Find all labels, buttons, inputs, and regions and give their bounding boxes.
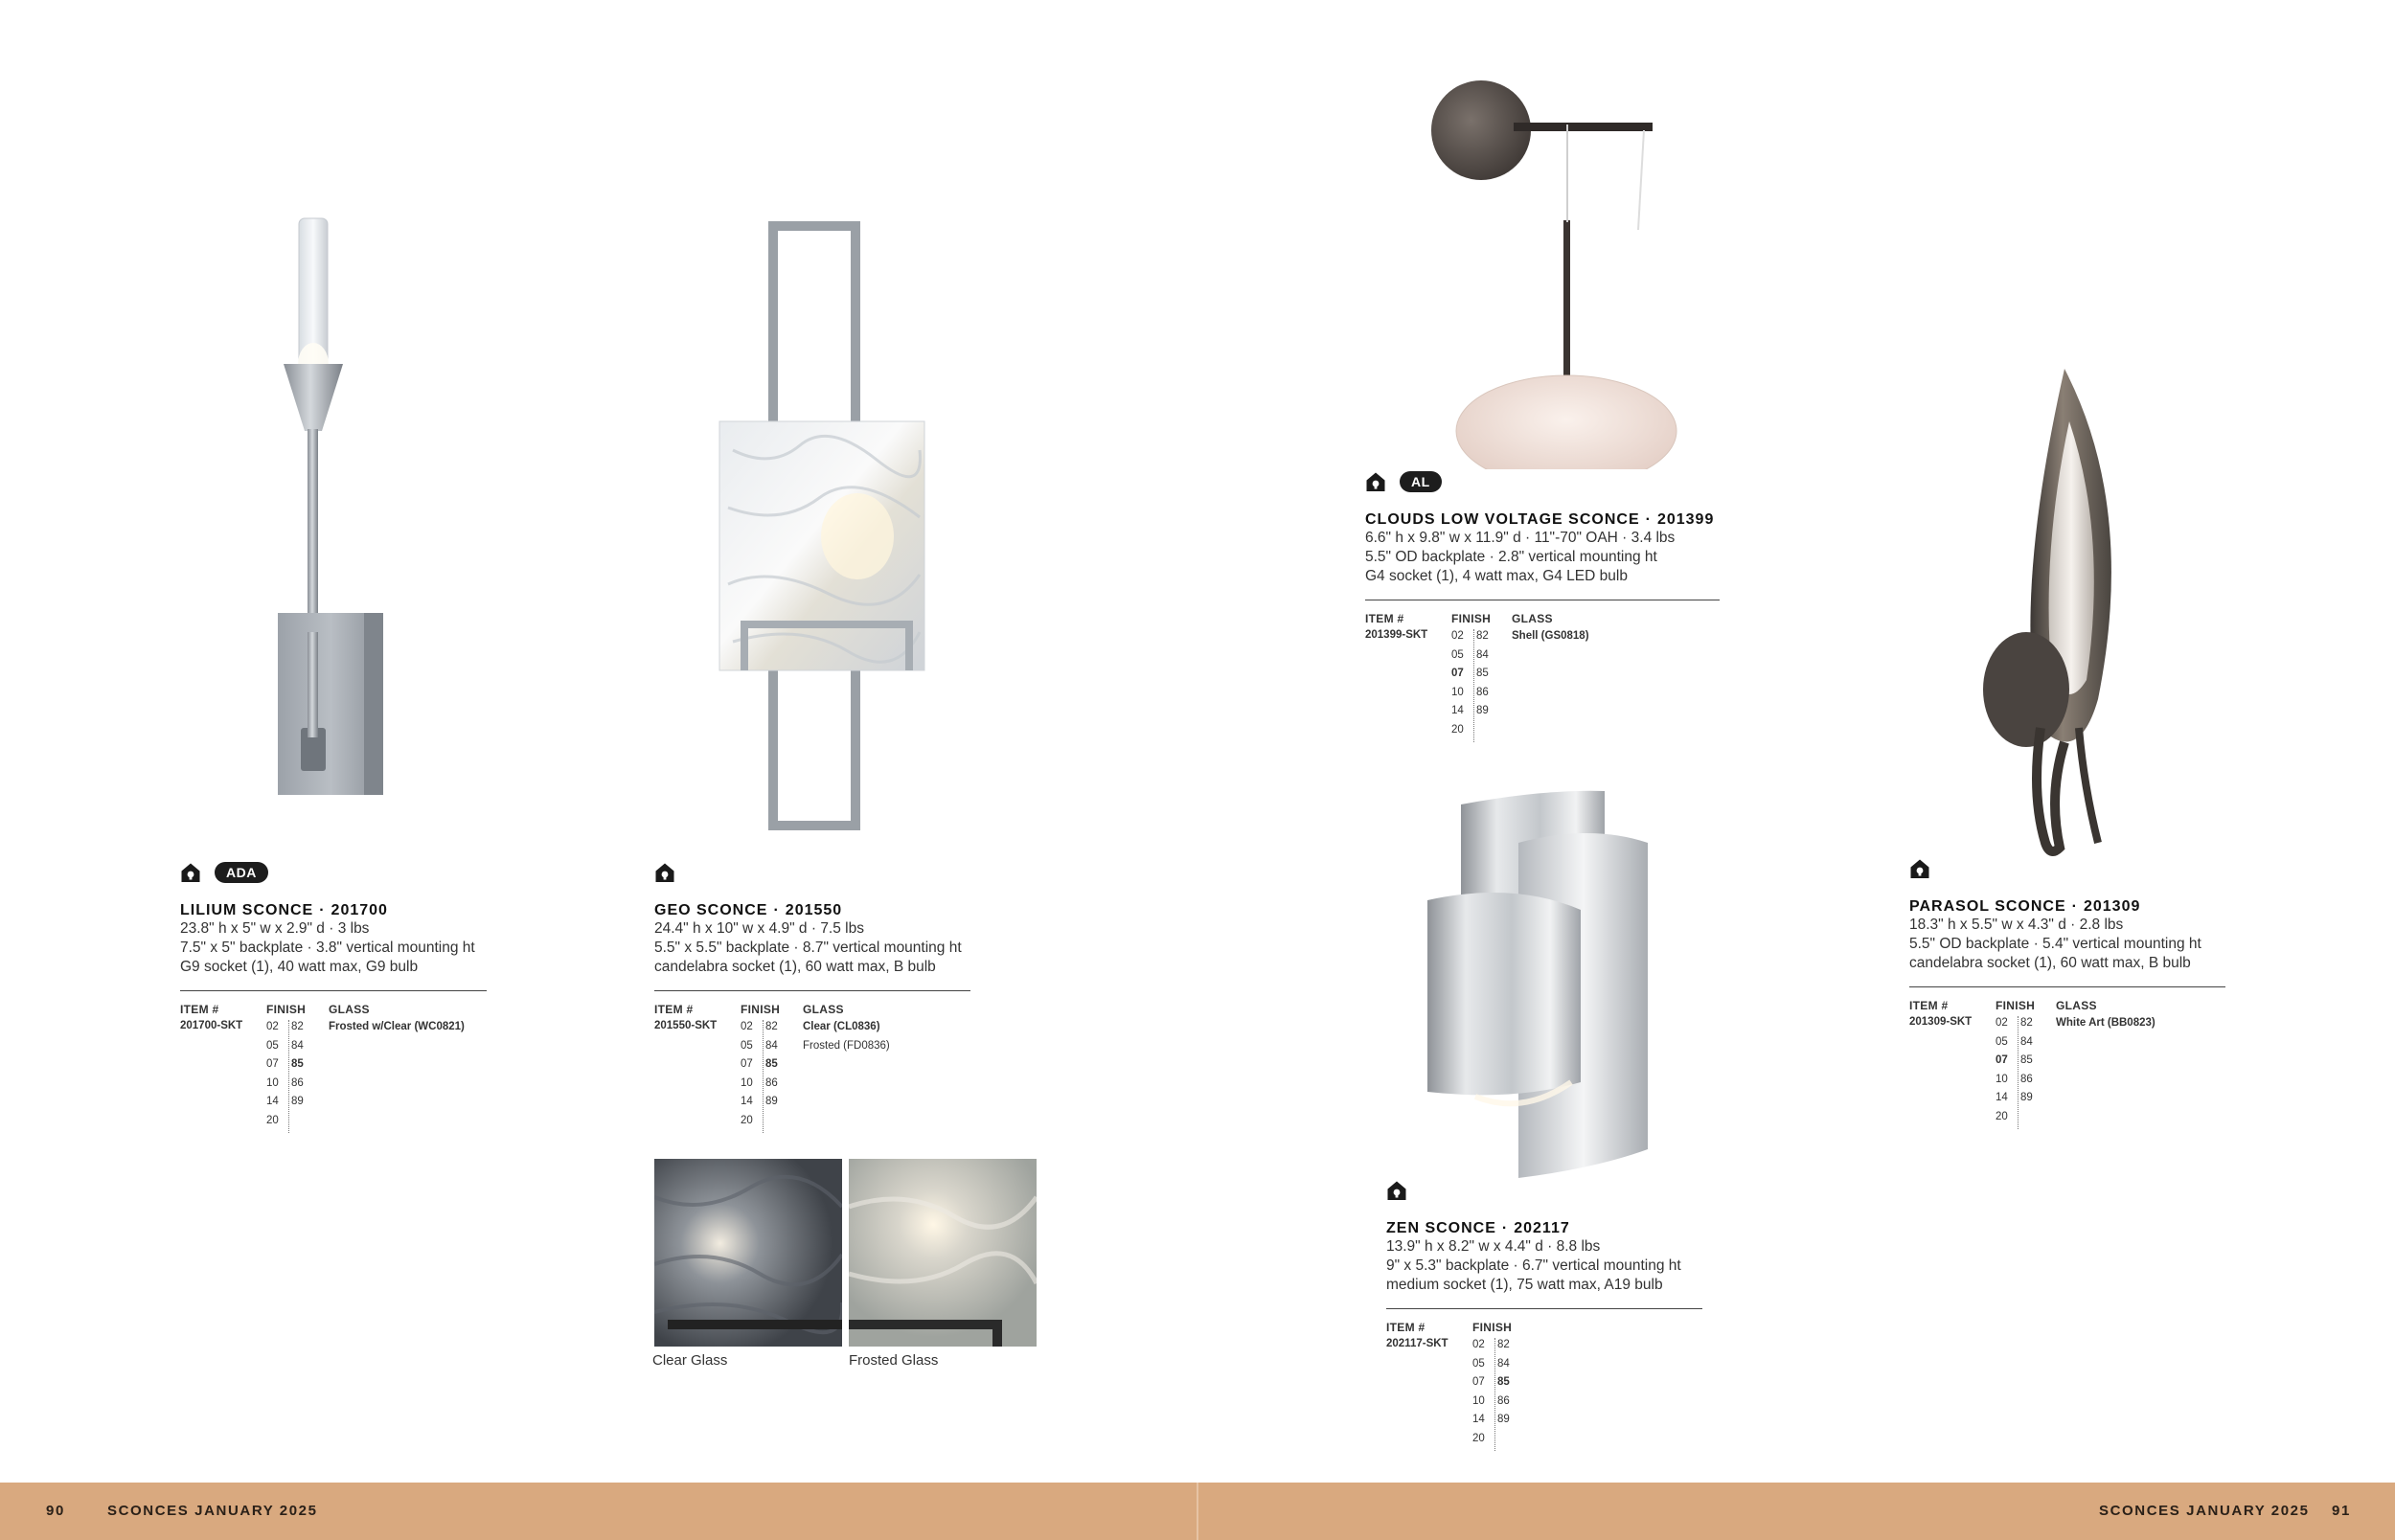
header-finish: FINISH — [1472, 1321, 1513, 1334]
dotted-separator — [1494, 1338, 1495, 1451]
finish-code: 07 — [1451, 668, 1464, 679]
clear-glass-swatch — [654, 1159, 842, 1347]
product-title: PARASOL SCONCE · 201309 — [1909, 898, 2141, 915]
item-number: 201309-SKT — [1909, 1016, 1973, 1028]
header-glass: GLASS — [2056, 999, 2097, 1012]
product-title: ZEN SCONCE · 202117 — [1386, 1220, 1570, 1236]
finish-code: 14 — [1996, 1092, 2008, 1103]
header-glass: GLASS — [1512, 612, 1553, 625]
finish-code: 20 — [1996, 1110, 2008, 1122]
page-footer — [0, 1483, 2395, 1540]
finish-code: 02 — [266, 1021, 279, 1032]
finish-code: 10 — [266, 1076, 279, 1089]
item-table — [180, 1003, 487, 1137]
glass-option: White Art (BB0823) — [2056, 1017, 2156, 1029]
glass-list — [2056, 1014, 2156, 1033]
header-item: ITEM # — [1365, 612, 1404, 625]
finish-code: 82 — [1476, 630, 1489, 642]
finish-code: 84 — [2020, 1035, 2033, 1048]
item-table — [1365, 612, 1720, 746]
finish-code: 89 — [291, 1096, 304, 1107]
dotted-separator — [288, 1020, 289, 1133]
finish-code: 07 — [1472, 1376, 1485, 1388]
finish-code: 14 — [741, 1096, 753, 1107]
spec-socket: candelabra socket (1), 60 watt max, B bulb — [1909, 955, 2191, 971]
finish-code: 14 — [266, 1096, 279, 1107]
header-item: ITEM # — [180, 1003, 219, 1016]
finish-code: 14 — [1451, 705, 1464, 716]
finish-code: 84 — [291, 1039, 304, 1052]
finish-code: 07 — [741, 1058, 753, 1070]
finish-code: 07 — [266, 1058, 279, 1070]
zen-sconce-block — [1386, 1178, 1702, 1455]
finish-code: 84 — [1497, 1357, 1510, 1370]
dotted-separator — [763, 1020, 764, 1133]
finish-code: 86 — [765, 1076, 778, 1089]
glass-option: Frosted (FD0836) — [803, 1039, 890, 1052]
item-number: 201550-SKT — [654, 1020, 718, 1031]
finish-code: 05 — [1996, 1035, 2008, 1048]
indoor-house-icon — [1365, 471, 1386, 492]
finish-list — [266, 1018, 316, 1130]
spec-socket: G4 socket (1), 4 watt max, G4 LED bulb — [1365, 568, 1628, 584]
indoor-house-icon — [180, 862, 201, 883]
finish-code: 14 — [1472, 1414, 1485, 1425]
finish-code: 20 — [1451, 723, 1464, 736]
finish-code: 86 — [291, 1076, 304, 1089]
finish-code: 84 — [1476, 648, 1489, 661]
finish-code: 86 — [1497, 1394, 1510, 1407]
divider — [1386, 1308, 1702, 1309]
glass-option: Shell (GS0818) — [1512, 630, 1589, 642]
lilium-sconce-image — [259, 211, 402, 804]
item-table — [1909, 999, 2225, 1133]
glass-list — [329, 1018, 465, 1037]
item-table — [654, 1003, 970, 1137]
page-spread-divider — [1197, 1483, 1198, 1540]
spec-dimensions: 18.3" h x 5.5" w x 4.3" d · 2.8 lbs — [1909, 917, 2124, 933]
finish-list — [1996, 1014, 2045, 1126]
spec-socket: medium socket (1), 75 watt max, A19 bulb — [1386, 1277, 1663, 1293]
clear-glass-caption: Clear Glass — [652, 1352, 728, 1369]
finish-code: 84 — [765, 1039, 778, 1052]
item-table — [1386, 1321, 1702, 1455]
divider — [1909, 986, 2225, 987]
finish-code: 07 — [1996, 1054, 2008, 1066]
finish-code: 82 — [1497, 1339, 1510, 1350]
frosted-glass-caption: Frosted Glass — [849, 1352, 939, 1369]
right-page-number: 91 — [2332, 1503, 2351, 1519]
finish-code: 89 — [1476, 705, 1489, 716]
spec-backplate: 7.5" x 5" backplate · 3.8" vertical mounting ht — [180, 940, 475, 956]
frosted-glass-swatch — [849, 1159, 1037, 1347]
clouds-sconce-image — [1427, 67, 1686, 469]
finish-code: 20 — [1472, 1432, 1485, 1444]
glass-option: Frosted w/Clear (WC0821) — [329, 1021, 465, 1032]
spec-backplate: 5.5" OD backplate · 2.8" vertical mounting ht — [1365, 549, 1657, 565]
product-title: LILIUM SCONCE · 201700 — [180, 902, 388, 918]
divider — [180, 990, 487, 991]
header-item: ITEM # — [1386, 1321, 1426, 1334]
finish-code: 05 — [266, 1039, 279, 1052]
product-title: GEO SCONCE · 201550 — [654, 902, 843, 918]
finish-code: 10 — [1451, 686, 1464, 698]
left-page-number: 90 — [46, 1503, 65, 1519]
finish-list — [1451, 627, 1501, 739]
finish-code: 02 — [741, 1021, 753, 1032]
right-page-title: SCONCES JANUARY 2025 — [2099, 1503, 2310, 1519]
finish-list — [741, 1018, 790, 1130]
left-page-title: SCONCES JANUARY 2025 — [107, 1503, 318, 1519]
spec-backplate: 5.5" x 5.5" backplate · 8.7" vertical mounting ht — [654, 940, 962, 956]
product-title: CLOUDS LOW VOLTAGE SCONCE · 201399 — [1365, 511, 1715, 528]
finish-code: 85 — [1476, 668, 1489, 679]
finish-code: 82 — [765, 1021, 778, 1032]
geo-sconce-image — [714, 220, 944, 833]
spec-backplate: 9" x 5.3" backplate · 6.7" vertical mounting ht — [1386, 1257, 1681, 1274]
glass-list — [803, 1018, 890, 1055]
finish-code: 05 — [1472, 1357, 1485, 1370]
spec-socket: candelabra socket (1), 60 watt max, B bulb — [654, 959, 936, 975]
indoor-house-icon — [654, 862, 675, 883]
finish-code: 02 — [1472, 1339, 1485, 1350]
header-glass: GLASS — [329, 1003, 370, 1016]
spec-dimensions: 24.4" h x 10" w x 4.9" d · 7.5 lbs — [654, 920, 864, 937]
divider — [654, 990, 970, 991]
finish-code: 82 — [2020, 1017, 2033, 1029]
ada-badge: ADA — [215, 862, 268, 883]
spec-dimensions: 6.6" h x 9.8" w x 11.9" d · 11"-70" OAH · 3.4 lbs — [1365, 530, 1676, 546]
finish-code: 89 — [1497, 1414, 1510, 1425]
header-glass: GLASS — [803, 1003, 844, 1016]
finish-code: 89 — [765, 1096, 778, 1107]
header-finish: FINISH — [266, 1003, 307, 1016]
finish-code: 02 — [1996, 1017, 2008, 1029]
dotted-separator — [2018, 1016, 2019, 1129]
finish-code: 05 — [741, 1039, 753, 1052]
finish-code: 02 — [1451, 630, 1464, 642]
finish-code: 20 — [266, 1114, 279, 1126]
finish-code: 89 — [2020, 1092, 2033, 1103]
finish-code: 85 — [2020, 1054, 2033, 1066]
finish-code: 85 — [1497, 1376, 1510, 1388]
header-finish: FINISH — [1996, 999, 2036, 1012]
spec-socket: G9 socket (1), 40 watt max, G9 bulb — [180, 959, 419, 975]
item-number: 201700-SKT — [180, 1020, 243, 1031]
finish-code: 86 — [2020, 1073, 2033, 1085]
finish-code: 05 — [1451, 648, 1464, 661]
lilium-sconce-block — [180, 860, 487, 1137]
dotted-separator — [1473, 629, 1474, 742]
finish-list — [1472, 1336, 1522, 1448]
parasol-sconce-block — [1909, 856, 2225, 1133]
spec-dimensions: 13.9" h x 8.2" w x 4.4" d · 8.8 lbs — [1386, 1238, 1601, 1255]
header-finish: FINISH — [741, 1003, 781, 1016]
zen-sconce-image — [1418, 785, 1657, 1188]
glass-list — [1512, 627, 1589, 646]
finish-code: 10 — [1996, 1073, 2008, 1085]
indoor-house-icon — [1386, 1180, 1407, 1201]
indoor-house-icon — [1909, 858, 1930, 879]
finish-code: 85 — [291, 1058, 304, 1070]
geo-sconce-block — [654, 860, 970, 1137]
finish-code: 10 — [741, 1076, 753, 1089]
parasol-sconce-image — [1973, 364, 2136, 862]
finish-code: 82 — [291, 1021, 304, 1032]
header-item: ITEM # — [1909, 999, 1949, 1012]
finish-code: 20 — [741, 1114, 753, 1126]
header-finish: FINISH — [1451, 612, 1492, 625]
header-item: ITEM # — [654, 1003, 694, 1016]
item-number: 202117-SKT — [1386, 1338, 1448, 1349]
glass-option: Clear (CL0836) — [803, 1021, 880, 1032]
item-number: 201399-SKT — [1365, 629, 1428, 641]
clouds-sconce-block — [1365, 469, 1720, 746]
spec-backplate: 5.5" OD backplate · 5.4" vertical mounting ht — [1909, 936, 2201, 952]
finish-code: 10 — [1472, 1394, 1485, 1407]
al-badge: AL — [1400, 471, 1442, 492]
spec-dimensions: 23.8" h x 5" w x 2.9" d · 3 lbs — [180, 920, 370, 937]
finish-code: 85 — [765, 1058, 778, 1070]
finish-code: 86 — [1476, 686, 1489, 698]
